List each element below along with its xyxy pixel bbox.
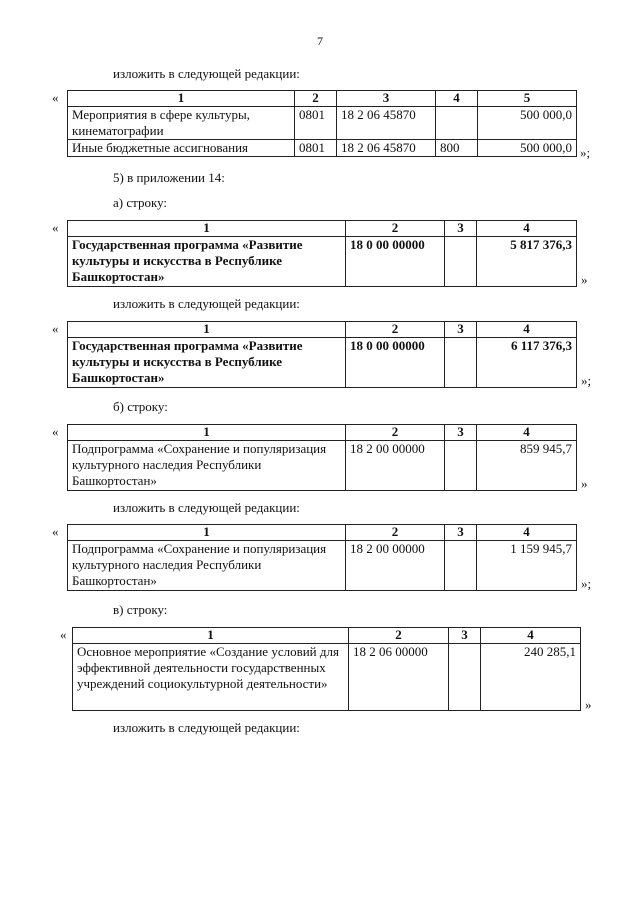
type-cell: 800	[436, 140, 478, 157]
header-cell: 2	[349, 628, 449, 644]
subprogram-table-old	[67, 424, 577, 491]
instruction-text: изложить в следующей редакции:	[113, 296, 300, 311]
header-cell: 2	[295, 91, 337, 107]
table-row	[68, 541, 577, 591]
table-row	[73, 644, 581, 711]
amount-cell: 6 117 376,3	[477, 338, 577, 388]
row-name-cell: Государственная программа «Развитие культуры и искусства в Республике Башкортостан»	[68, 338, 346, 388]
row-name-cell: Государственная программа «Развитие культуры и искусства в Республике Башкортостан»	[68, 237, 346, 287]
header-cell: 2	[346, 425, 445, 441]
header-cell: 4	[436, 91, 478, 107]
item-v-text: в) строку:	[113, 602, 168, 617]
header-cell: 3	[445, 221, 477, 237]
header-cell: 3	[337, 91, 436, 107]
header-cell: 2	[346, 322, 445, 338]
header-cell: 1	[68, 525, 346, 541]
close-quote: »;	[581, 576, 592, 591]
section-cell: 0801	[295, 140, 337, 157]
table-row	[68, 140, 577, 157]
open-quote: «	[52, 321, 59, 336]
instruction-text: изложить в следующей редакции:	[113, 66, 300, 81]
header-cell: 1	[68, 425, 346, 441]
row-name-cell: Подпрограмма «Сохранение и популяризация культурного наследия Республики Башкортостан»	[68, 541, 346, 591]
type-cell	[449, 644, 481, 711]
header-cell: 4	[477, 221, 577, 237]
open-quote: «	[52, 524, 59, 539]
type-cell	[445, 338, 477, 388]
table-row	[68, 237, 577, 287]
amount-cell: 500 000,0	[478, 107, 577, 140]
header-cell: 1	[68, 221, 346, 237]
header-cell: 3	[445, 525, 477, 541]
code-cell: 18 2 00 00000	[346, 441, 445, 491]
item-a-text: а) строку:	[113, 195, 168, 210]
open-quote: «	[52, 90, 59, 105]
header-cell: 2	[346, 525, 445, 541]
header-cell: 3	[445, 425, 477, 441]
open-quote: «	[60, 627, 67, 642]
appendix-text: 5) в приложении 14:	[113, 170, 225, 185]
type-cell	[445, 237, 477, 287]
code-cell: 18 2 06 00000	[349, 644, 449, 711]
amount-cell: 5 817 376,3	[477, 237, 577, 287]
type-cell	[436, 107, 478, 140]
open-quote: «	[52, 220, 59, 235]
code-cell: 18 0 00 00000	[346, 237, 445, 287]
close-quote: »	[581, 476, 588, 491]
close-quote: »	[585, 697, 592, 712]
departmental-table	[67, 90, 577, 157]
section-cell: 0801	[295, 107, 337, 140]
code-cell: 18 2 00 00000	[346, 541, 445, 591]
amount-cell: 500 000,0	[478, 140, 577, 157]
subprogram-table-new	[67, 524, 577, 591]
type-cell	[445, 541, 477, 591]
header-cell: 1	[68, 91, 295, 107]
header-cell: 4	[477, 425, 577, 441]
table-row	[68, 107, 577, 140]
close-quote: »	[581, 272, 588, 287]
table-row	[68, 338, 577, 388]
close-quote: »;	[581, 373, 592, 388]
instruction-text: изложить в следующей редакции:	[113, 720, 300, 735]
page-number: 7	[317, 34, 323, 48]
header-cell: 3	[445, 322, 477, 338]
header-cell: 1	[73, 628, 349, 644]
amount-cell: 859 945,7	[477, 441, 577, 491]
amount-cell: 1 159 945,7	[477, 541, 577, 591]
table-row	[68, 441, 577, 491]
amount-cell: 240 285,1	[481, 644, 581, 711]
row-name-cell: Основное мероприятие «Создание условий для эффективной деятельности государственных учреждений социокультурной деятельности»	[73, 644, 349, 711]
item-b-text: б) строку:	[113, 399, 168, 414]
header-cell: 3	[449, 628, 481, 644]
instruction-text: изложить в следующей редакции:	[113, 500, 300, 515]
row-name-cell: Подпрограмма «Сохранение и популяризация культурного наследия Республики Башкортостан»	[68, 441, 346, 491]
activity-table-old	[72, 627, 581, 711]
open-quote: «	[52, 424, 59, 439]
header-cell: 4	[477, 525, 577, 541]
header-cell: 2	[346, 221, 445, 237]
close-quote: »;	[580, 145, 591, 160]
code-cell: 18 2 06 45870	[337, 107, 436, 140]
program-table-old	[67, 220, 577, 287]
header-cell: 1	[68, 322, 346, 338]
program-table-new	[67, 321, 577, 388]
row-name-cell: Иные бюджетные ассигнования	[68, 140, 295, 157]
code-cell: 18 0 00 00000	[346, 338, 445, 388]
code-cell: 18 2 06 45870	[337, 140, 436, 157]
type-cell	[445, 441, 477, 491]
row-name-cell: Мероприятия в сфере культуры, кинематографии	[68, 107, 295, 140]
header-cell: 5	[478, 91, 577, 107]
header-cell: 4	[477, 322, 577, 338]
header-cell: 4	[481, 628, 581, 644]
